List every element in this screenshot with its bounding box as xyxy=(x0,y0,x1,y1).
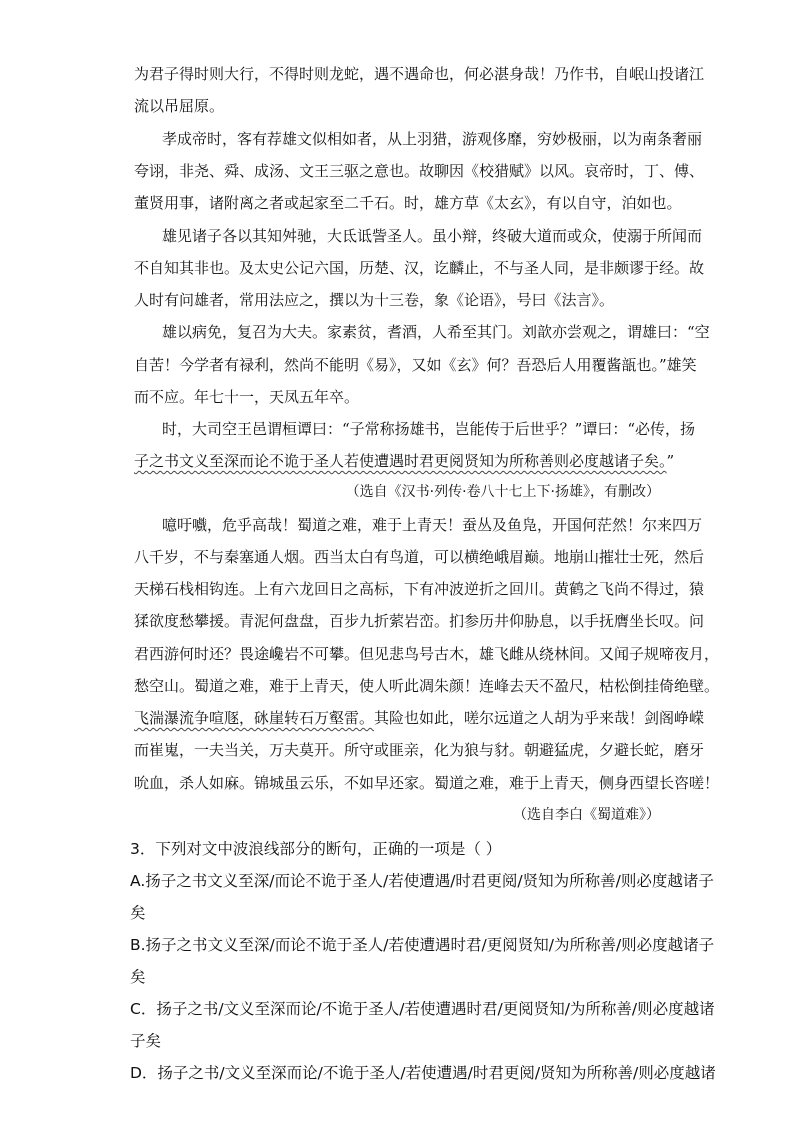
text-line: 董贤用事，诸附离之者或起家至二千石。时，雄方草《太玄》，有以自守，泊如也。 xyxy=(134,194,682,212)
option-b-continuation: 矣 xyxy=(130,968,146,986)
option-a[interactable]: A.扬子之书文义至深/而论不诡于圣人/若使遭遇/时君更阅/贤知为所称善/则必度越诸子 xyxy=(130,872,714,890)
text-line: 雄以病免，复召为大夫。家素贫，耆酒，人希至其门。刘歆亦尝观之，谓雄曰：“空 xyxy=(162,323,710,341)
text-line-wavy xyxy=(134,708,705,728)
text-line: 雄见诸子各以其知舛驰，大氐诋訾圣人。虽小辩，终破大道而或众，使溺于所闻而 xyxy=(162,227,703,245)
text-line: 天梯石栈相钩连。上有六龙回日之高标，下有冲波逆折之回川。黄鹤之飞尚不得过，猿 xyxy=(134,580,705,598)
text-line: 吮血，杀人如麻。锦城虽云乐，不如早还家。蜀道之难，难于上青天，侧身西望长咨嗟！ xyxy=(134,774,720,792)
text-line-wavy xyxy=(134,451,675,471)
text-line: 而不应。年七十一，天凤五年卒。 xyxy=(134,388,360,406)
text-line: 噫吁嚱，危乎高哉！蜀道之难，难于上青天！蚕丛及鱼凫，开国何茫然！尔来四万 xyxy=(162,516,703,534)
option-c[interactable]: C．扬子之书/文义至深而论/不诡于圣人/若使遭遇时君/更阅贤知/为所称善/则必度越诸 xyxy=(130,1000,715,1018)
text-line: 愁空山。蜀道之难，难于上青天，使人听此凋朱颜！连峰去天不盈尺，枯松倒挂倚绝壁。 xyxy=(134,677,720,695)
option-b[interactable]: B.扬子之书文义至深/而论不诡于圣人/若使遭遇时君/更阅贤知/为所称善/则必度越诸子 xyxy=(130,936,715,954)
wavy-underlined-text: 飞湍瀑流争喧豗，砯崖转石万壑雷。 xyxy=(134,709,375,727)
text-line: 八千岁，不与秦塞通人烟。西当太白有鸟道，可以横绝峨眉巅。地崩山摧壮士死，然后 xyxy=(134,548,705,566)
question-stem: 3．下列对文中波浪线部分的断句，正确的一项是（ ） xyxy=(130,840,502,858)
option-c-continuation: 子矣 xyxy=(130,1032,162,1050)
text-line: 为君子得时则大行，不得时则龙蛇，遇不遇命也，何必湛身哉！乃作书，自岷山投诸江 xyxy=(134,65,705,83)
text-line: 人时有问雄者，常用法应之，撰以为十三卷，象《论语》，号曰《法言》。 xyxy=(134,291,615,309)
wavy-underlined-text: 子之书文义至深而论不诡于圣人若使遭遇时君更阅贤知为所称善则必度越诸子矣。 xyxy=(134,452,667,470)
option-d[interactable]: D．扬子之书/文义至深而论/不诡于圣人/若使遭遇/时君更阅/贤知为所称善/则必度越诸 xyxy=(130,1064,716,1082)
text-tail: ” xyxy=(666,452,675,470)
text-line: 夸诩，非尧、舜、成汤、文王三驱之意也。故聊因《校猎赋》以风。哀帝时，丁、傅、 xyxy=(134,162,705,180)
text-line: 自苦！今学者有禄利，然尚不能明《易》，又如《玄》何？吾恐后人用覆酱瓿也。”雄笑 xyxy=(134,356,697,374)
text-line: 不自知其非也。及太史公记六国，历楚、汉，讫麟止，不与圣人同，是非颇谬于经。故 xyxy=(134,259,705,277)
text-line: 君西游何时还？畏途巉岩不可攀。但见悲鸟号古木，雄飞雌从绕林间。又闻子规啼夜月， xyxy=(134,645,720,663)
text-line: 流以吊屈原。 xyxy=(134,97,225,115)
option-a-continuation: 矣 xyxy=(130,904,146,922)
text-line: 孝成帝时，客有荐雄文似相如者，从上羽猎，游观侈靡，穷妙极丽，以为南条奢丽 xyxy=(162,130,703,148)
text-line: 而崔嵬，一夫当关，万夫莫开。所守或匪亲，化为狼与豺。朝避猛虎，夕避长蛇，磨牙 xyxy=(134,741,705,759)
text-line: 猱欲度愁攀援。青泥何盘盘，百步九折萦岩峦。扪参历井仰胁息，以手抚膺坐长叹。问 xyxy=(134,612,705,630)
source-citation: （选自《汉书·列传·卷八十七上下·扬雄》，有删改） xyxy=(345,484,660,500)
text-tail: 其险也如此，嗟尔远道之人胡为乎来哉！剑阁峥嵘 xyxy=(374,709,705,727)
source-citation: （选自李白《蜀道难》） xyxy=(513,807,660,823)
text-line: 时，大司空王邑谓桓谭曰：“子常称扬雄书，岂能传于后世乎？”谭曰：“必传，扬 xyxy=(162,420,696,438)
